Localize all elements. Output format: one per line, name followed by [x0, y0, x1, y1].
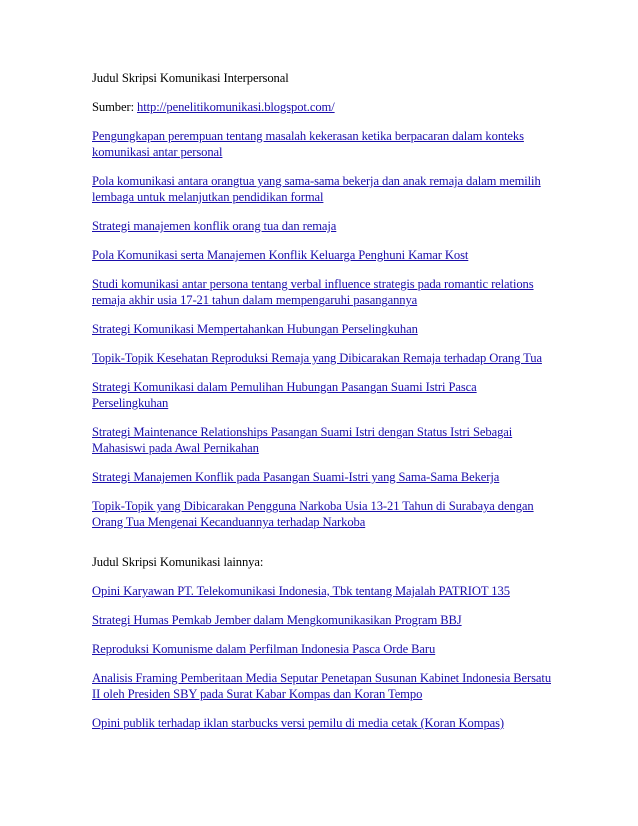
document-title: Judul Skripsi Komunikasi Interpersonal — [92, 71, 289, 85]
thesis-link-7[interactable]: Topik-Topik Kesehatan Reproduksi Remaja yang Dibicarakan Remaja terhadap Orang Tua — [92, 351, 542, 365]
other-thesis-link-list — [92, 583, 598, 731]
source-label: Sumber: — [92, 100, 138, 114]
other-thesis-link-5[interactable]: Opini publik terhadap iklan starbucks versi pemilu di media cetak (Koran Kompas) — [92, 716, 505, 730]
thesis-link-9[interactable]: Strategi Maintenance Relationships Pasangan Suami Istri dengan Status Istri Sebagai Mahasiswi pada Awal Pernikahan — [92, 425, 513, 455]
source-line — [92, 99, 598, 115]
thesis-link-8[interactable]: Strategi Komunikasi dalam Pemulihan Hubungan Pasangan Suami Istri Pasca Perselingkuhan — [92, 380, 477, 410]
thesis-link-6[interactable]: Strategi Komunikasi Mempertahankan Hubungan Perselingkuhan — [92, 322, 418, 336]
thesis-link-2[interactable]: Pola komunikasi antara orangtua yang sama-sama bekerja dan anak remaja dalam memilih lembaga untuk melanjutkan pendidikan formal — [92, 174, 541, 204]
thesis-link-11[interactable]: Topik-Topik yang Dibicarakan Pengguna Narkoba Usia 13-21 Tahun di Surabaya dengan Orang Tua Mengenai Kecanduannya terhadap Narkoba — [92, 499, 534, 529]
thesis-link-10[interactable]: Strategi Manajemen Konflik pada Pasangan Suami-Istri yang Sama-Sama Bekerja — [92, 470, 500, 484]
thesis-link-4[interactable]: Pola Komunikasi serta Manajemen Konflik Keluarga Penghuni Kamar Kost — [92, 248, 469, 262]
thesis-link-1[interactable]: Pengungkapan perempuan tentang masalah kekerasan ketika berpacaran dalam konteks komunikasi antar personal — [92, 129, 524, 159]
thesis-link-5[interactable]: Studi komunikasi antar persona tentang verbal influence strategis pada romantic relations remaja akhir usia 17-21 tahun dalam mempengaruhi pasangannya — [92, 277, 534, 307]
second-section-title: Judul Skripsi Komunikasi lainnya: — [92, 555, 264, 569]
other-thesis-link-1[interactable]: Opini Karyawan PT. Telekomunikasi Indonesia, Tbk tentang Majalah PATRIOT 135 — [92, 584, 510, 598]
other-thesis-link-3[interactable]: Reproduksi Komunisme dalam Perfilman Indonesia Pasca Orde Baru — [92, 642, 436, 656]
thesis-link-3[interactable]: Strategi manajemen konflik orang tua dan remaja — [92, 219, 337, 233]
other-thesis-link-4[interactable]: Analisis Framing Pemberitaan Media Seputar Penetapan Susunan Kabinet Indonesia Bersatu II oleh Presiden SBY pada Surat Kabar Kompas dan Koran Tempo — [92, 671, 552, 701]
thesis-link-list — [92, 128, 598, 530]
source-link[interactable]: http://penelitikomunikasi.blogspot.com/ — [137, 100, 335, 114]
other-thesis-link-2[interactable]: Strategi Humas Pemkab Jember dalam Mengkomunikasikan Program BBJ — [92, 613, 462, 627]
